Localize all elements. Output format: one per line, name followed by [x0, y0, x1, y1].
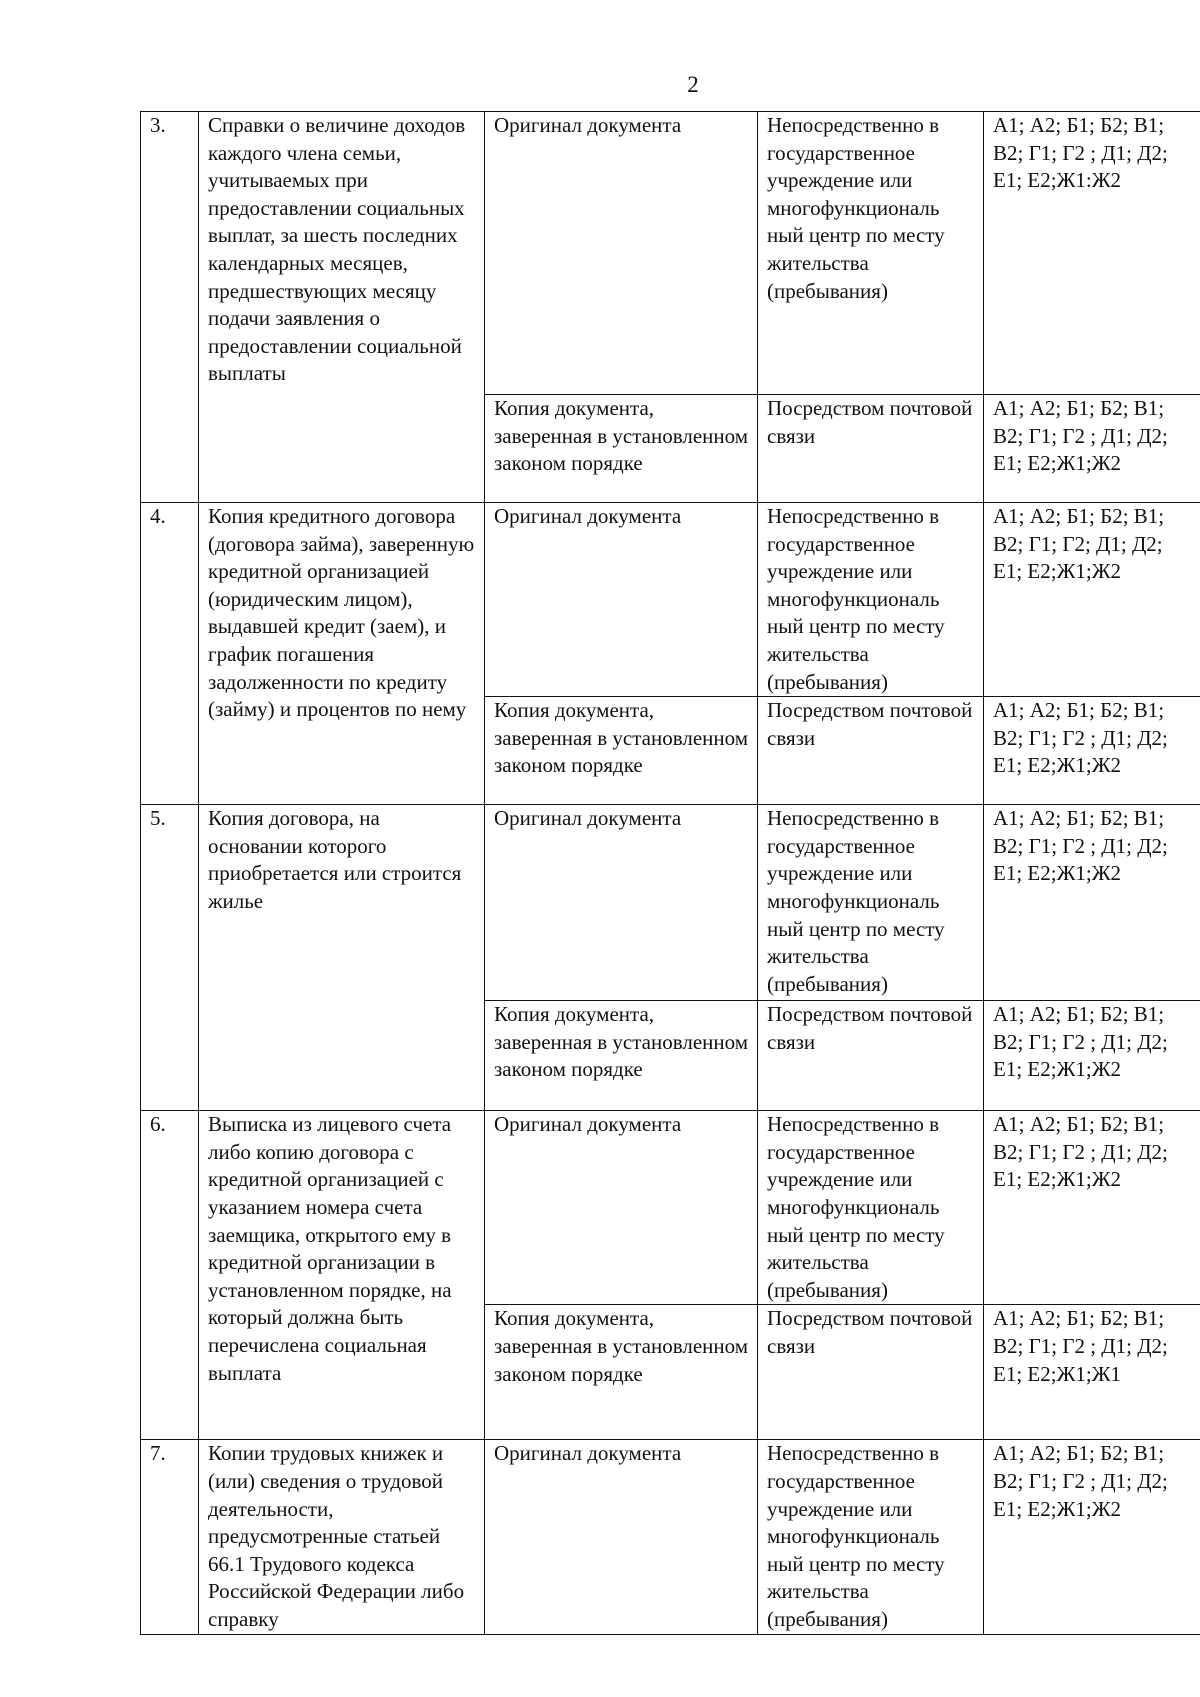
category-codes: А1; А2; Б1; Б2; В1; В2; Г1; Г2 ; Д1; Д2; Е1; Е2;Ж1;Ж2 [984, 697, 1200, 805]
document-name: Справки о величине доходов каждого члена семьи, учитываемых при предоставлении социальных выплат, за шесть последних календарных месяцев, предшествующих месяцу подачи заявления о предоставлении социальной выплаты [199, 112, 485, 503]
document-form: Копия документа, заверенная в установленном законом порядке [485, 697, 758, 805]
document-form: Оригинал документа [485, 805, 758, 1001]
submission-method: Непосредственно в государственное учреждение или многофункциональ ный центр по месту жительства (пребывания) [758, 112, 984, 395]
category-codes: А1; А2; Б1; Б2; В1; В2; Г1; Г2 ; Д1; Д2; Е1; Е2;Ж1;Ж2 [984, 805, 1200, 1001]
document-form: Оригинал документа [485, 503, 758, 697]
document-form: Оригинал документа [485, 1440, 758, 1635]
document-name: Копия договора, на основании которого приобретается или строится жилье [199, 805, 485, 1111]
submission-method: Непосредственно в государственное учреждение или многофункциональ ный центр по месту жительства (пребывания) [758, 805, 984, 1001]
submission-method: Непосредственно в государственное учреждение или многофункциональ ный центр по месту жительства (пребывания) [758, 1440, 984, 1635]
document-name: Выписка из лицевого счета либо копию договора с кредитной организацией с указанием номера счета заемщика, открытого ему в кредитной организации в установленном порядке, на который должна быть перечислена социальная выплата [199, 1111, 485, 1440]
row-number: 5. [141, 805, 199, 1111]
document-form: Копия документа, заверенная в установленном законом порядке [485, 1305, 758, 1440]
row-number: 6. [141, 1111, 199, 1440]
category-codes: А1; А2; Б1; Б2; В1; В2; Г1; Г2 ; Д1; Д2; Е1; Е2;Ж1;Ж2 [984, 395, 1200, 503]
document-form: Оригинал документа [485, 1111, 758, 1305]
table-row [141, 503, 1200, 697]
submission-method: Посредством почтовой связи [758, 1305, 984, 1440]
document-form: Копия документа, заверенная в установленном законом порядке [485, 395, 758, 503]
submission-method: Непосредственно в государственное учреждение или многофункциональ ный центр по месту жительства (пребывания) [758, 503, 984, 697]
page-number: 2 [687, 72, 699, 97]
category-codes: А1; А2; Б1; Б2; В1; В2; Г1; Г2 ; Д1; Д2; Е1; Е2;Ж1;Ж2 [984, 1001, 1200, 1111]
table-row [141, 805, 1200, 1001]
document-form: Копия документа, заверенная в установленном законом порядке [485, 1001, 758, 1111]
table-row [141, 1111, 1200, 1305]
category-codes: А1; А2; Б1; Б2; В1; В2; Г1; Г2; Д1; Д2; Е1; Е2;Ж1;Ж2 [984, 503, 1200, 697]
category-codes: А1; А2; Б1; Б2; В1; В2; Г1; Г2 ; Д1; Д2; Е1; Е2;Ж1:Ж2 [984, 112, 1200, 395]
row-number: 7. [141, 1440, 199, 1635]
category-codes: А1; А2; Б1; Б2; В1; В2; Г1; Г2 ; Д1; Д2; Е1; Е2;Ж1;Ж1 [984, 1305, 1200, 1440]
document-form: Оригинал документа [485, 112, 758, 395]
table-row [141, 1440, 1200, 1635]
category-codes: А1; А2; Б1; Б2; В1; В2; Г1; Г2 ; Д1; Д2; Е1; Е2;Ж1;Ж2 [984, 1111, 1200, 1305]
table-row [141, 112, 1200, 395]
document-name: Копии трудовых книжек и (или) сведения о трудовой деятельности, предусмотренные статьей 66.1 Трудового кодекса Российской Федерации либо справку [199, 1440, 485, 1635]
submission-method: Посредством почтовой связи [758, 697, 984, 805]
row-number: 3. [141, 112, 199, 503]
submission-method: Посредством почтовой связи [758, 1001, 984, 1111]
submission-method: Непосредственно в государственное учреждение или многофункциональ ный центр по месту жительства (пребывания) [758, 1111, 984, 1305]
submission-method: Посредством почтовой связи [758, 395, 984, 503]
category-codes: А1; А2; Б1; Б2; В1; В2; Г1; Г2 ; Д1; Д2; Е1; Е2;Ж1;Ж2 [984, 1440, 1200, 1635]
document-name: Копия кредитного договора (договора займа), заверенную кредитной организацией (юридическим лицом), выдавшей кредит (заем), и график погашения задолженности по кредиту (займу) и процентов по нему [199, 503, 485, 805]
documents-table [140, 111, 1200, 1635]
row-number: 4. [141, 503, 199, 805]
